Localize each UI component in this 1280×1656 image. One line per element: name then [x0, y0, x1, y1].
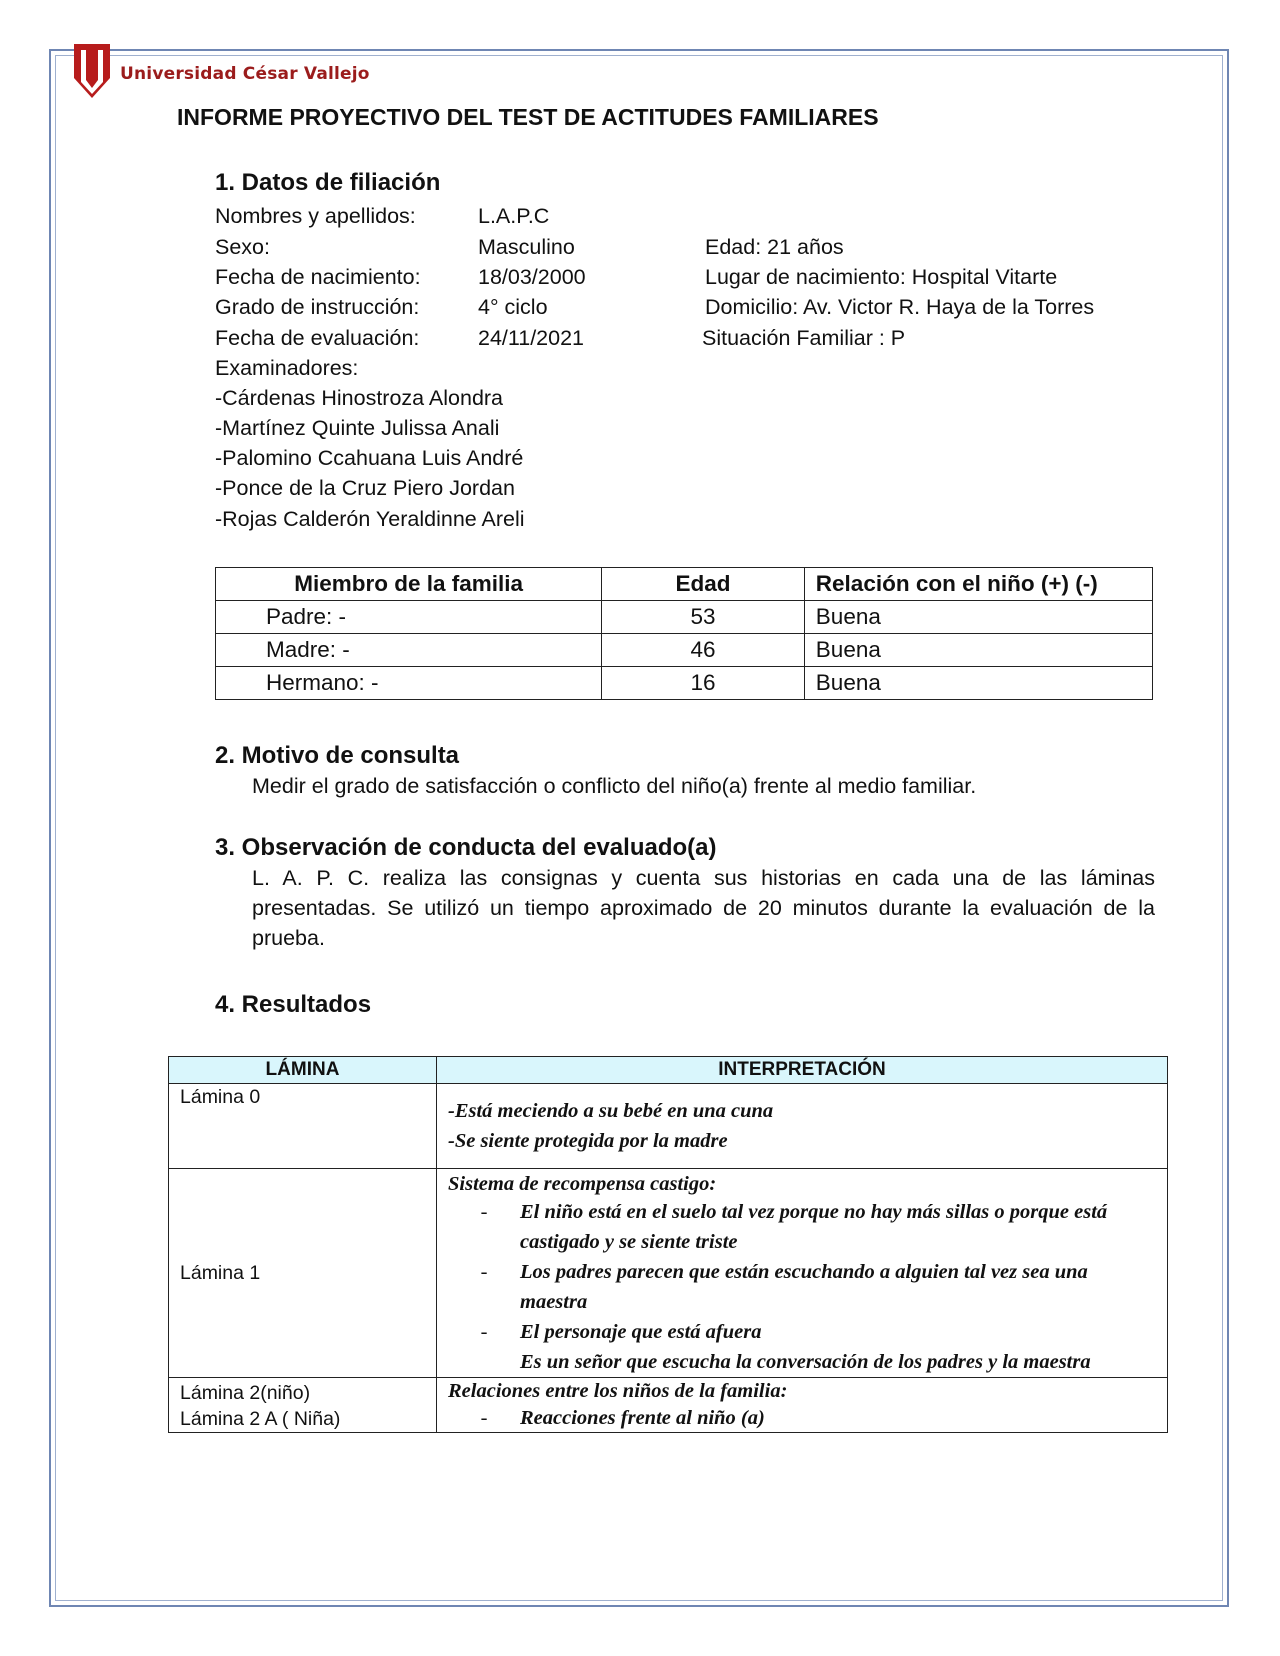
table-row [169, 1378, 1168, 1433]
shield-icon [74, 44, 110, 98]
grado-label: Grado de instrucción: [215, 295, 420, 319]
sexo-label: Sexo: [215, 235, 270, 259]
fecha-eval-value: 24/11/2021 [478, 326, 585, 350]
examinadores-label: Examinadores: [215, 356, 359, 380]
miembro-cell: Madre: - [216, 634, 602, 667]
family-table-header [216, 568, 1153, 601]
list-item-text: El personaje que está afuera [520, 1321, 762, 1343]
bullet-dash: - [480, 1201, 488, 1223]
bullet-dash: - [480, 1261, 488, 1283]
section2-text: Medir el grado de satisfacción o conflicto del niño(a) frente al medio familiar. [252, 774, 977, 798]
relacion-cell: Buena [804, 601, 1152, 634]
header-edad: Edad [602, 568, 804, 601]
nombres-value: L.A.P.C [478, 204, 550, 228]
examinador-item: -Ponce de la Cruz Piero Jordan [215, 476, 515, 500]
edad-cell: 46 [602, 634, 804, 667]
examinador-item: -Rojas Calderón Yeraldinne Areli [215, 507, 525, 531]
list-item [448, 1317, 1167, 1347]
lamina-label: Lámina 1 [180, 1262, 261, 1284]
report-title: INFORME PROYECTIVO DEL TEST DE ACTITUDES FAMILIARES [177, 104, 879, 130]
interpretation-line: -Está meciendo a su bebé en una cuna [448, 1100, 774, 1122]
list-item [448, 1197, 1167, 1257]
table-row [216, 634, 1153, 667]
list-item-continuation [448, 1347, 1167, 1377]
miembro-cell: Padre: - [216, 601, 602, 634]
list-item-text: Los padres parecen que están escuchando a alguien tal vez sea una maestra [520, 1261, 1088, 1313]
situacion-field: Situación Familiar : P [702, 326, 906, 350]
list-item [448, 1257, 1167, 1317]
domicilio-field: Domicilio: Av. Victor R. Haya de la Torres [705, 295, 1095, 319]
lamina-cell [169, 1378, 437, 1433]
section3-text: L. A. P. C. realiza las consignas y cuenta sus historias en cada una de las láminas presentadas. Se utilizó un tiempo aproximado de 20 minutos durante la evaluación de la prueba. [252, 866, 1155, 950]
table-row [169, 1084, 1168, 1169]
lamina-label: Lámina 0 [180, 1086, 261, 1108]
fecha-nac-value: 18/03/2000 [478, 265, 586, 289]
edad-field: Edad: 21 años [705, 235, 844, 259]
lamina-label: Lámina 2(niño) [180, 1382, 311, 1404]
interpretacion-cell [437, 1084, 1168, 1169]
header-interpretacion: INTERPRETACIÓN [437, 1057, 1168, 1084]
interpretation-line: -Se siente protegida por la madre [448, 1130, 728, 1152]
section3-heading: 3. Observación de conducta del evaluado(a) [215, 834, 717, 861]
header-miembro: Miembro de la familia [216, 568, 602, 601]
interpretation-intro: Sistema de recompensa castigo: [448, 1173, 717, 1195]
interpretation-intro: Relaciones entre los niños de la familia: [448, 1380, 788, 1402]
section1-heading: 1. Datos de filiación [215, 169, 441, 196]
examinador-item: -Martínez Quinte Julissa Anali [215, 416, 500, 440]
sexo-value: Masculino [478, 235, 575, 259]
fecha-nac-label: Fecha de nacimiento: [215, 265, 421, 289]
section4-heading: 4. Resultados [215, 991, 372, 1018]
table-row [169, 1169, 1168, 1378]
grado-value: 4° ciclo [478, 295, 548, 319]
edad-cell: 16 [602, 667, 804, 700]
table-row [216, 601, 1153, 634]
table-row [216, 667, 1153, 700]
lugar-nac-field: Lugar de nacimiento: Hospital Vitarte [705, 265, 1058, 289]
list-item [448, 1405, 1167, 1432]
lamina-cell [169, 1169, 437, 1378]
relacion-cell: Buena [804, 667, 1152, 700]
nombres-label: Nombres y apellidos: [215, 204, 416, 228]
header-lamina: LÁMINA [169, 1057, 437, 1084]
logo-text: Universidad César Vallejo [120, 64, 370, 84]
bullet-dash: - [480, 1321, 488, 1343]
bullet-dash: - [480, 1407, 488, 1429]
lamina-cell [169, 1084, 437, 1169]
fecha-eval-label: Fecha de evaluación: [215, 326, 420, 350]
family-table [215, 567, 1153, 700]
interpretacion-cell [437, 1169, 1168, 1378]
list-item-text: Reacciones frente al niño (a) [520, 1407, 765, 1429]
results-table [168, 1056, 1168, 1433]
header-relacion: Relación con el niño (+) (-) [804, 568, 1152, 601]
interpretacion-cell [437, 1378, 1168, 1433]
university-logo [74, 44, 370, 98]
examinador-item: -Cárdenas Hinostroza Alondra [215, 386, 504, 410]
continuation-text: Es un señor que escucha la conversación de los padres y la maestra [520, 1351, 1091, 1373]
miembro-cell: Hermano: - [216, 667, 602, 700]
edad-cell: 53 [602, 601, 804, 634]
list-item-text: El niño está en el suelo tal vez porque no hay más sillas o porque está castigado y se siente triste [520, 1201, 1108, 1253]
examinador-item: -Palomino Ccahuana Luis André [215, 446, 524, 470]
relacion-cell: Buena [804, 634, 1152, 667]
lamina-label: Lámina 2 A ( Niña) [180, 1408, 341, 1430]
section2-heading: 2. Motivo de consulta [215, 742, 460, 769]
results-table-header [169, 1057, 1168, 1084]
